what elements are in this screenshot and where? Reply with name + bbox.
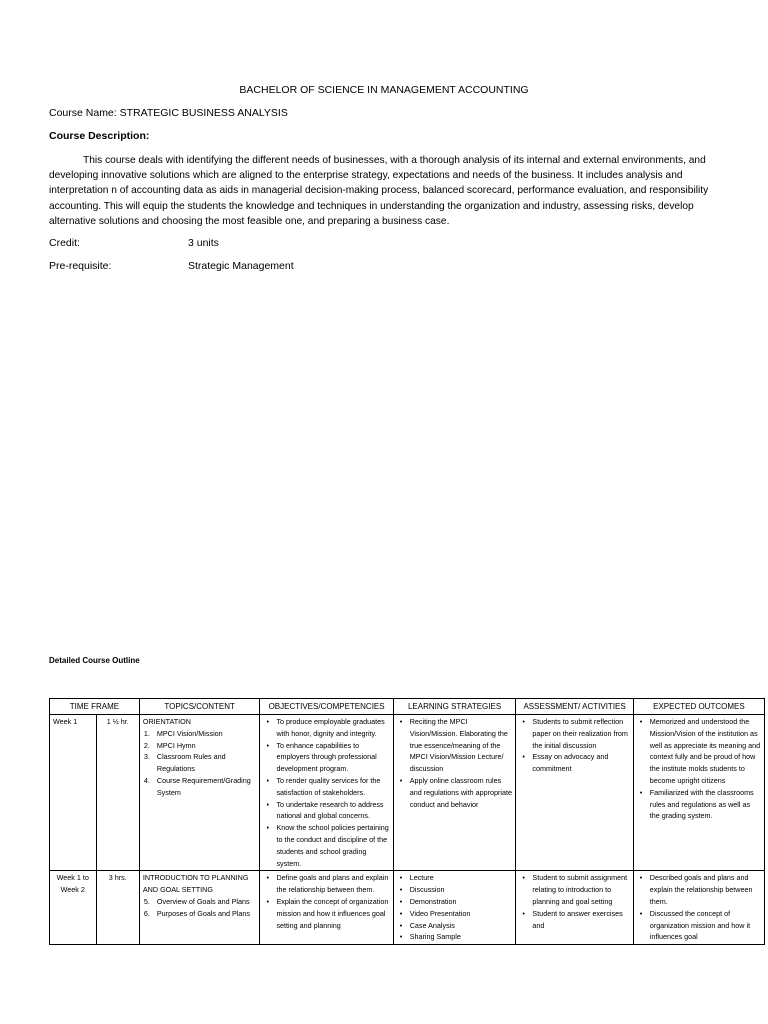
list-item: • Students to submit reflection paper on their realization from the initial discussion: [532, 716, 629, 751]
topic-heading: ORIENTATION: [142, 717, 191, 726]
outcomes-cell: [633, 871, 764, 945]
credit-value: 3 units: [188, 237, 219, 249]
strategies-cell: [393, 871, 516, 945]
outcome-list: [637, 872, 761, 943]
list-item: • Explain the concept of organization mission and how it influences goal setting and planning: [276, 896, 389, 931]
program-title: BACHELOR OF SCIENCE IN MANAGEMENT ACCOUNTING: [239, 84, 529, 96]
credit-label: Credit:: [49, 237, 80, 249]
list-item: 3. Classroom Rules and Regulations: [143, 752, 226, 774]
assessment-cell: [516, 715, 633, 871]
header-assessment: ASSESSMENT/ ACTIVITIES: [516, 699, 633, 715]
outcomes-cell: [633, 715, 764, 871]
hours-cell: 3 hrs.: [96, 871, 139, 945]
list-item: 2. MPCI Hymn: [143, 740, 196, 750]
table-row: [50, 715, 765, 871]
course-outline-table: [49, 698, 765, 945]
list-item: • Know the school policies pertaining to the conduct and discipline of the students and school grading system.: [276, 822, 389, 869]
prerequisite-row: [49, 260, 294, 272]
list-item: • Sharing Sample: [410, 931, 513, 943]
assessment-cell: [516, 871, 633, 945]
table-header-row: [50, 699, 765, 715]
strategy-list: [397, 716, 513, 810]
prerequisite-label: Pre-requisite:: [49, 260, 112, 272]
header-topics: TOPICS/CONTENT: [139, 699, 260, 715]
topics-cell: [139, 715, 260, 871]
topic-list: [143, 896, 257, 920]
header-strategies: LEARNING STRATEGIES: [393, 699, 516, 715]
credit-row: [49, 237, 219, 249]
strategy-list: [397, 872, 513, 943]
objective-list: [263, 716, 389, 869]
prerequisite-value: Strategic Management: [188, 260, 294, 272]
header-outcomes: EXPECTED OUTCOMES: [633, 699, 764, 715]
list-item: • Student to submit assignment relating to introduction to planning and goal setting: [532, 872, 629, 907]
assessment-list: [519, 716, 629, 775]
list-item: • Student to answer exercises and: [532, 908, 629, 932]
list-item: • Familiarized with the classrooms rules and regulations as well as the grading system.: [650, 787, 761, 822]
objectives-cell: [260, 715, 393, 871]
list-item: • Define goals and plans and explain the relationship between them.: [276, 872, 389, 896]
hours-cell: 1 ½ hr.: [96, 715, 139, 871]
list-item: • To render quality services for the satisfaction of stakeholders.: [276, 775, 389, 799]
list-item: 5. Overview of Goals and Plans: [143, 896, 250, 906]
list-item: • To enhance capabilities to employers through professional development program.: [276, 740, 389, 775]
list-item: • Lecture: [410, 872, 513, 884]
list-item: • Discussed the concept of organization mission and how it influences goal: [650, 908, 761, 943]
list-item: • Apply online classroom rules and regulations with appropriate conduct and behavior: [410, 775, 513, 810]
course-description: This course deals with identifying the different needs of businesses, with a thorough analysis of its internal and external environments, and developing innovative solutions which are aligned to the enterprise strategy, expectations and needs of the business. It includes analysis and interpretation n of accounting data as aids in managerial decision-making process, balanced scorecard, performance evaluation, and responsibility accounting. This will equip the students the knowledge and techniques in understanding the organization and industry, assessing risks, develop alternative solutions and choosing the most feasible one, and preparing a business case.: [49, 155, 709, 227]
list-item: 4. Course Requirement/Grading System: [143, 775, 251, 797]
list-item: • To undertake research to address national and global concerns.: [276, 799, 389, 823]
list-item: • Essay on advocacy and commitment: [532, 751, 629, 775]
assessment-list: [519, 872, 629, 931]
outcome-list: [637, 716, 761, 822]
week-cell: Week 1: [50, 715, 97, 871]
list-item: • Demonstration: [410, 896, 513, 908]
header-time-frame: TIME FRAME: [50, 699, 140, 715]
list-item: • Video Presentation: [410, 908, 513, 920]
header-objectives: OBJECTIVES/COMPETENCIES: [260, 699, 393, 715]
list-item: • Reciting the MPCI Vision/Mission. Elaborating the true essence/meaning of the MPCI Vision/Mission Lecture/ discussion: [410, 716, 513, 775]
list-item: • Memorized and understood the Mission/Vision of the institution as well as appreciate its meaning and context fully and be proud of how the institute molds students to become upright citizens: [650, 716, 761, 787]
outline-label: Detailed Course Outline: [49, 656, 140, 665]
topics-cell: [139, 871, 260, 945]
course-description-label: Course Description:: [49, 130, 150, 142]
table-row: [50, 871, 765, 945]
topic-heading: INTRODUCTION TO PLANNING AND GOAL SETTING: [142, 873, 249, 895]
objective-list: [263, 872, 389, 931]
list-item: • Case Analysis: [410, 920, 513, 932]
strategies-cell: [393, 715, 516, 871]
list-item: 6. Purposes of Goals and Plans: [143, 908, 250, 918]
topic-list: [143, 728, 257, 799]
objectives-cell: [260, 871, 393, 945]
course-name: Course Name: STRATEGIC BUSINESS ANALYSIS: [49, 107, 288, 119]
list-item: 1. MPCI Vision/Mission: [143, 728, 223, 738]
week-cell: Week 1 to Week 2: [50, 871, 97, 945]
list-item: • To produce employable graduates with honor, dignity and integrity.: [276, 716, 389, 740]
list-item: • Discussion: [410, 884, 513, 896]
list-item: • Described goals and plans and explain the relationship between them.: [650, 872, 761, 907]
